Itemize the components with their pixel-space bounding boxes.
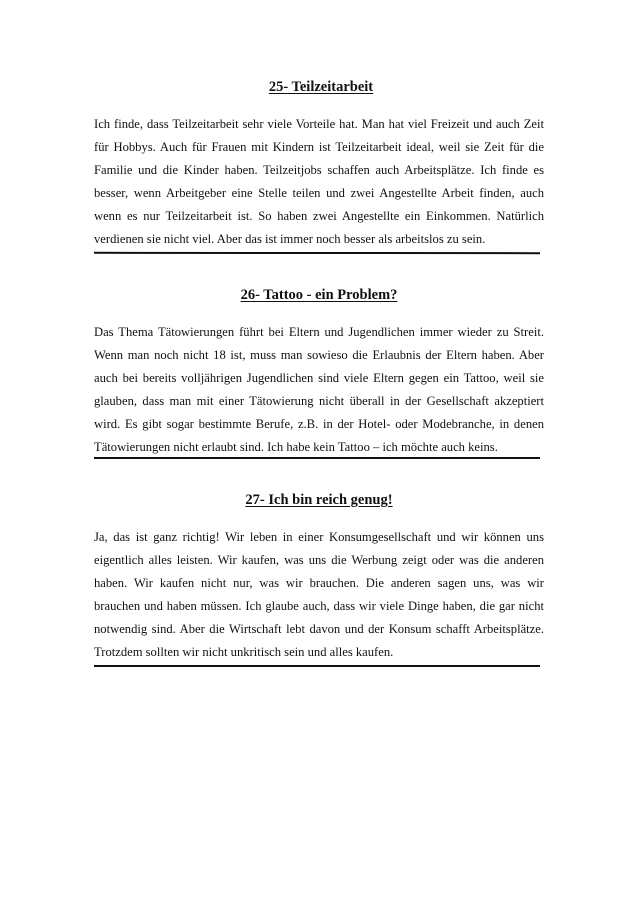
section-title: 26- Tattoo - ein Problem? xyxy=(240,287,398,303)
section-teilzeitarbeit xyxy=(94,78,544,251)
section-title: 27- Ich bin reich genug! xyxy=(245,492,393,508)
section-paragraph: Ja, das ist ganz richtig! Wir leben in einer Konsumgesellschaft und wir können uns eigentlich alles leisten. Wir kaufen, was uns die Werbung zeigt oder was die anderen haben. Wir kaufen nicht nur, was wir brauchen. Die anderen sagen uns, was wir brauchen und haben müssen. Ich glaube auch, dass wir viele Dinge haben, die gar nicht notwendig sind. Aber die Wirtschaft lebt davon und der Konsum schafft Arbeitsplätze. Trotzdem sollten wir nicht unkritisch sein und alles kaufen. xyxy=(94,530,544,659)
divider-line xyxy=(94,252,540,254)
section-tattoo xyxy=(94,286,544,459)
divider-line xyxy=(94,457,540,459)
section-title: 25- Teilzeitarbeit xyxy=(268,79,374,95)
divider-line xyxy=(94,665,540,667)
section-paragraph: Ich finde, dass Teilzeitarbeit sehr viele Vorteile hat. Man hat viel Freizeit und auch Zeit für Hobbys. Auch für Frauen mit Kindern ist Teilzeitarbeit ideal, weil sie Zeit für die Familie und die Kinder haben. Teilzeitjobs schaffen auch Arbeitsplätze. Ich finde es besser, wenn Arbeitgeber eine Stelle teilen und zwei Angestellte Arbeit finden, auch wenn es nur Teilzeitarbeit ist. So haben zwei Angestellte ein Einkommen. Natürlich verdienen sie nicht viel. Aber das ist immer noch besser als arbeitslos zu sein. xyxy=(94,117,544,246)
section-paragraph: Das Thema Tätowierungen führt bei Eltern und Jugendlichen immer wieder zu Streit. Wenn man noch nicht 18 ist, muss man sowieso die Erlaubnis der Eltern haben. Aber auch bei bereits volljährigen Jugendlichen sind viele Eltern gegen ein Tattoo, weil sie glauben, dass man mit einer Tätowierung nicht überall in der Gesellschaft akzeptiert wird. Es gibt sogar bestimmte Berufe, z.B. in der Hotel- oder Modebranche, in denen Tätowierungen nicht erlaubt sind. Ich habe kein Tattoo – ich möchte auch keins. xyxy=(94,325,544,454)
section-reich-genug xyxy=(94,491,544,664)
